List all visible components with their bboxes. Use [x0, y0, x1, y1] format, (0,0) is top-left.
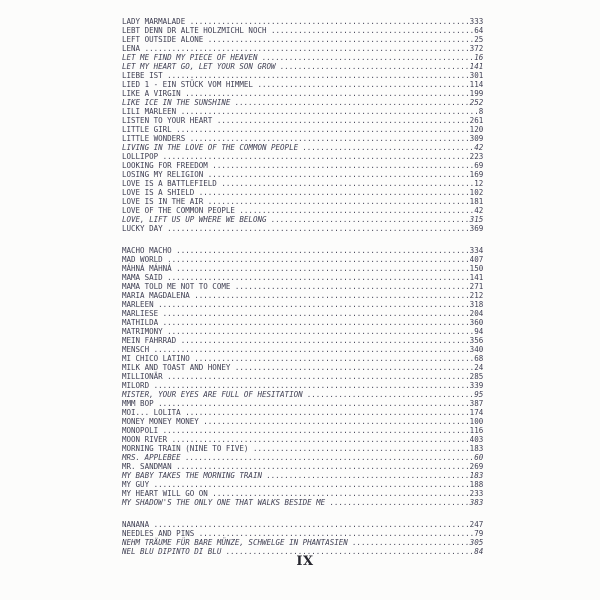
- index-entry: LEBT DENN DR ALTE HOLZMICHL NOCH .............................................64: [122, 26, 484, 35]
- index-entry: MARIA MAGDALENA .............................................................212: [122, 291, 484, 300]
- index-entry: LITTLE GIRL .................................................................120: [122, 125, 484, 134]
- index-entry: LIED 1 - EIN STÜCK VOM HIMMEL ...............................................114: [122, 80, 484, 89]
- index-entry: MILK AND TOAST AND HONEY .....................................................24: [122, 363, 484, 372]
- index-entry: MATHILDA ....................................................................360: [122, 318, 484, 327]
- index-entry: LISTEN TO YOUR HEART ........................................................261: [122, 116, 484, 125]
- index-entry: NEL BLU DIPINTO DI BLU .......................................................84: [122, 547, 484, 556]
- index-entry: LIKE ICE IN THE SUNSHINE ....................................................252: [122, 98, 484, 107]
- index-entry: MY HEART WILL GO ON .........................................................233: [122, 489, 484, 498]
- index-entry: LIEBE IST ...................................................................301: [122, 71, 484, 80]
- index-entry: LOVE IS A BATTLEFIELD ........................................................12: [122, 179, 484, 188]
- index-entry: LET MY HEART GO, LET YOUR SON GROW ..........................................141: [122, 62, 484, 71]
- index-entry: MONEY MONEY MONEY ...........................................................100: [122, 417, 484, 426]
- index-entry: MY GUY ......................................................................188: [122, 480, 484, 489]
- index-entry: MILORD ......................................................................339: [122, 381, 484, 390]
- index-entry: LOVE OF THE COMMON PEOPLE ....................................................42: [122, 206, 484, 215]
- index-entry: MARLEEN .....................................................................318: [122, 300, 484, 309]
- index-entry: MOON RIVER ..................................................................403: [122, 435, 484, 444]
- index-section: [122, 520, 488, 556]
- index-entry: MEIN FAHRRAD ................................................................356: [122, 336, 484, 345]
- index-entry: NEEDLES AND PINS .............................................................79: [122, 529, 484, 538]
- index-entry: LIVING IN THE LOVE OF THE COMMON PEOPLE ......................................42: [122, 143, 484, 152]
- index-entry: LOOKING FOR FREEDOM ..........................................................69: [122, 161, 484, 170]
- page-number-roman: IX: [296, 554, 314, 569]
- index-entry: MI CHICO LATINO ..............................................................68: [122, 354, 484, 363]
- index-entry: MATRIMONY ....................................................................94: [122, 327, 484, 336]
- index-entry: LOSING MY RELIGION ..........................................................169: [122, 170, 484, 179]
- index-entry: LEFT OUTSIDE ALONE ...........................................................25: [122, 35, 484, 44]
- index-entry: MMM BOP .....................................................................387: [122, 399, 484, 408]
- index-entry: MAMA TOLD ME NOT TO COME ....................................................271: [122, 282, 484, 291]
- index-entry: MY BABY TAKES THE MORNING TRAIN .............................................183: [122, 471, 484, 480]
- index-entry: LIKE A VIRGIN ...............................................................199: [122, 89, 484, 98]
- index-entry: LET ME FIND MY PIECE OF HEAVEN ...............................................16: [122, 53, 484, 62]
- index-entry: NANANA ......................................................................247: [122, 520, 484, 529]
- index-entry: LOVE IS A SHIELD ............................................................102: [122, 188, 484, 197]
- index-entry: MORNING TRAIN (NINE TO FIVE) ................................................183: [122, 444, 484, 453]
- index-entry: LITTLE WONDERS ..............................................................309: [122, 134, 484, 143]
- index-entry: LOVE IS IN THE AIR ..........................................................181: [122, 197, 484, 206]
- index-entry: MONOPOLI ....................................................................116: [122, 426, 484, 435]
- index-entry: LOVE, LIFT US UP WHERE WE BELONG ............................................315: [122, 215, 484, 224]
- index-entry: NEHM TRÄUME FÜR BARE MÜNZE, SCHWELGE IN PHANTASIEN ..........................305: [122, 538, 484, 547]
- index-entry: LILI MARLEEN ..................................................................8: [122, 107, 484, 116]
- index-section: [122, 17, 488, 233]
- index-entry: MAMA SAID ...................................................................141: [122, 273, 484, 282]
- song-index: [122, 17, 488, 556]
- index-entry: LOLLIPOP ....................................................................223: [122, 152, 484, 161]
- index-entry: MY SHADOW'S THE ONLY ONE THAT WALKS BESIDE ME ...............................383: [122, 498, 484, 507]
- index-entry: MR. SANDMAN .................................................................269: [122, 462, 484, 471]
- index-section: [122, 246, 488, 507]
- index-entry: MENSCH ......................................................................340: [122, 345, 484, 354]
- index-entry: MÁHNÁ MÁHNÁ .................................................................150: [122, 264, 484, 273]
- index-entry: MARLIESE ....................................................................204: [122, 309, 484, 318]
- index-entry: MISTER, YOUR EYES ARE FULL OF HESITATION .....................................95: [122, 390, 484, 399]
- index-entry: LADY MARMALADE ..............................................................333: [122, 17, 484, 26]
- index-entry: MACHO MACHO .................................................................334: [122, 246, 484, 255]
- index-entry: LUCKY DAY ...................................................................369: [122, 224, 484, 233]
- index-entry: MRS. APPLEBEE ................................................................60: [122, 453, 484, 462]
- index-entry: LENA ........................................................................372: [122, 44, 484, 53]
- index-entry: MILLIONÄR ...................................................................285: [122, 372, 484, 381]
- index-entry: MOI... LOLITA ...............................................................174: [122, 408, 484, 417]
- index-entry: MAD WORLD ...................................................................407: [122, 255, 484, 264]
